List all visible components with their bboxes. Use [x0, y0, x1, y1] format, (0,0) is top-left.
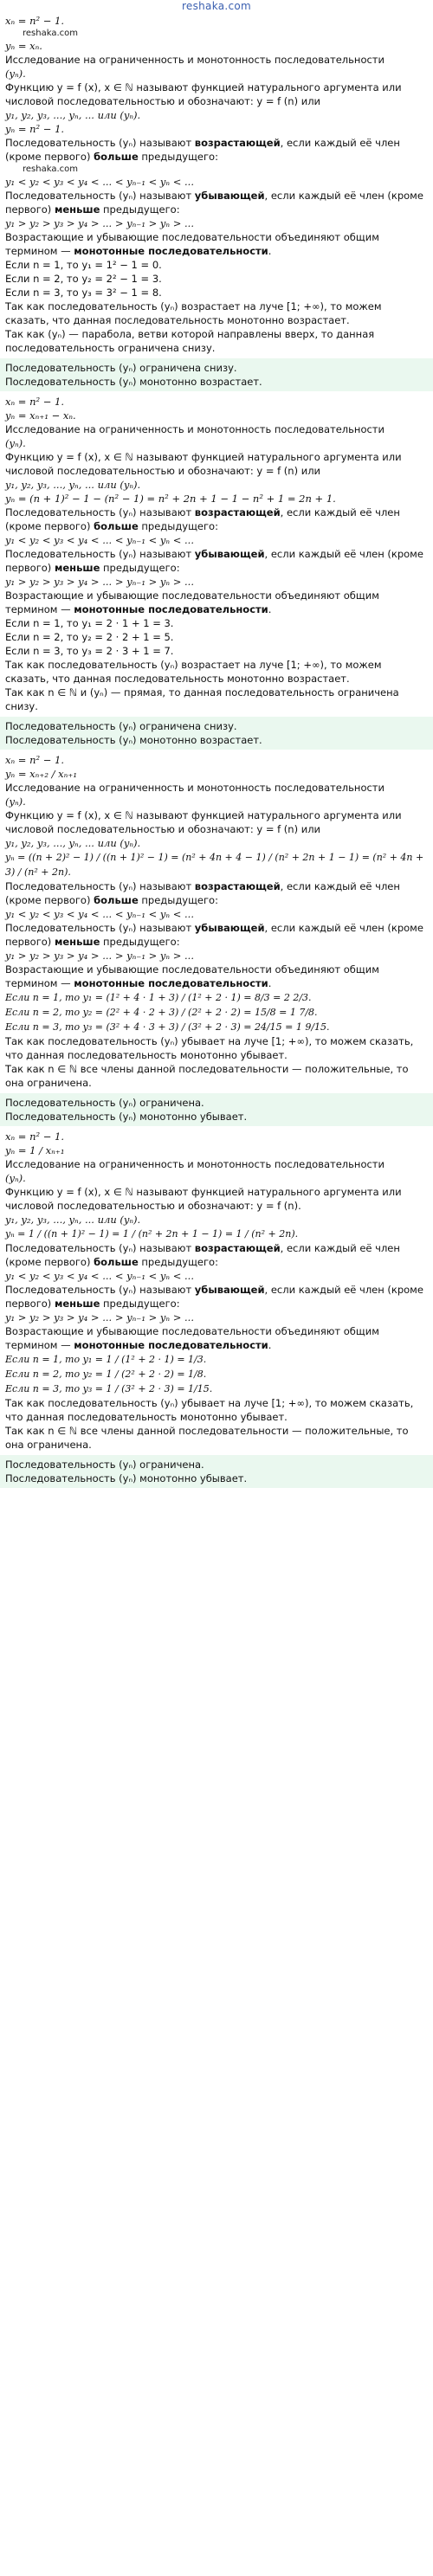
formula-line: y₁ < y₂ < y₃ < y₄ < ... < yₙ₋₁ < yₙ < ...	[5, 1270, 194, 1282]
formula-line: y₁ > y₂ > y₃ > y₄ > ... > yₙ₋₁ > yₙ > ...	[5, 1311, 194, 1323]
emphasis-text: монотонные последовательности	[74, 603, 268, 615]
text-line: что данная последовательность монотонно убывает.	[5, 1049, 288, 1061]
text-line: Так как последовательность (yₙ) возрастает на луче [1; +∞), то можем	[5, 659, 382, 671]
text-line: последовательность ограничена снизу.	[5, 342, 216, 354]
watermark-text: reshaka.com	[23, 164, 78, 174]
text-line: Возрастающие и убывающие последовательности объединяют общим	[5, 231, 379, 243]
formula-line: (yₙ).	[5, 795, 26, 808]
text-line: Исследование на ограниченность и монотонность последовательности	[5, 423, 385, 435]
solution-section	[5, 1130, 428, 1488]
formula-line: y₁, y₂, y₃, ..., yₙ, ... или (yₙ).	[5, 1214, 141, 1226]
formula-line: yₙ = (n + 1)² − 1 − (n² − 1) = n² + 2n + 1 − 1 − n² + 1 = 2n + 1.	[5, 493, 336, 505]
formula-line: yₙ = xₙ₊₂ / xₙ₊₁	[5, 768, 77, 780]
answer-line: Последовательность (yₙ) ограничена.	[5, 1459, 204, 1471]
emphasis-text: убывающей	[194, 190, 265, 202]
text-line: первого) меньше предыдущего:	[5, 562, 180, 574]
answer-line: Последовательность (yₙ) ограничена снизу.	[5, 720, 237, 732]
emphasis-text: больше	[94, 1256, 139, 1268]
answer-line: Последовательность (yₙ) ограничена снизу.	[5, 362, 237, 374]
formula-line: xₙ = n² − 1.	[5, 1130, 65, 1143]
formula-line: y₁, y₂, y₃, ..., yₙ, ... или (yₙ).	[5, 479, 141, 491]
text-line: что данная последовательность монотонно убывает.	[5, 1411, 288, 1423]
text-line: термином — монотонные последовательности.	[5, 977, 272, 989]
formula-line: yₙ = ((n + 2)² − 1) / ((n + 1)² − 1) = (n² + 4n + 4 − 1) / (n² + 2n + 1 − 1) = (n² + 4n + 3) / (n² + 2n).	[5, 852, 424, 878]
text-line: сказать, что данная последовательность монотонно возрастает.	[5, 673, 350, 685]
text-line: Последовательность (yₙ) называют убывающей, если каждый её член (кроме	[5, 190, 423, 202]
text-line: Исследование на ограниченность и монотонность последовательности	[5, 1158, 385, 1170]
text-line: термином — монотонные последовательности.	[5, 603, 272, 615]
formula-line: yₙ = xₙ.	[5, 40, 42, 52]
text-line: Последовательность (yₙ) называют убывающей, если каждый её член (кроме	[5, 922, 423, 934]
emphasis-text: меньше	[54, 203, 100, 216]
text-line: Так как n ∈ ℕ и (yₙ) — прямая, то данная последовательность ограничена	[5, 686, 399, 699]
text-line: Исследование на ограниченность и монотонность последовательности	[5, 782, 385, 794]
solution-section	[5, 753, 428, 1126]
text-line: Возрастающие и убывающие последовательности объединяют общим	[5, 1325, 379, 1337]
emphasis-text: больше	[94, 894, 139, 906]
emphasis-text: меньше	[54, 936, 100, 948]
text-line: Функцию y = f (x), x ∈ ℕ называют функцией натурального аргумента или	[5, 809, 402, 821]
text-line: термином — монотонные последовательности.	[5, 245, 272, 257]
formula-line: y₁ < y₂ < y₃ < y₄ < ... < yₙ₋₁ < yₙ < ...	[5, 534, 194, 546]
formula-line: xₙ = n² − 1.	[5, 754, 65, 766]
answer-line: Последовательность (yₙ) монотонно убывает.	[5, 1472, 248, 1484]
formula-line: Если n = 1, то y₁ = 1 / (1² + 2 · 1) = 1/3.	[5, 1354, 207, 1365]
answer-box	[0, 1093, 433, 1126]
text-line: Так как последовательность (yₙ) возрастает на луче [1; +∞), то можем	[5, 300, 382, 312]
solution-content	[0, 12, 433, 1488]
text-line: (кроме первого) больше предыдущего:	[5, 151, 218, 163]
text-line: снизу.	[5, 700, 38, 712]
emphasis-text: возрастающей	[194, 137, 281, 149]
text-line: Так как n ∈ ℕ все члены данной последовательности — положительные, то	[5, 1425, 409, 1437]
emphasis-text: убывающей	[194, 548, 265, 560]
text-line: числовой последовательностью и обозначают: y = f (n) или	[5, 95, 321, 107]
text-line: Последовательность (yₙ) называют убывающей, если каждый её член (кроме	[5, 1284, 423, 1296]
answer-box	[0, 358, 433, 391]
text-line: Если n = 3, то y₃ = 2 · 3 + 1 = 7.	[5, 645, 174, 657]
formula-line: y₁, y₂, y₃, ..., yₙ, ... или (yₙ).	[5, 837, 141, 849]
text-line: (кроме первого) больше предыдущего:	[5, 520, 218, 532]
emphasis-text: больше	[94, 520, 139, 532]
text-line: Функцию y = f (x), x ∈ ℕ называют функцией натурального аргумента или	[5, 1186, 402, 1198]
text-line: Последовательность (yₙ) называют убывающей, если каждый её член (кроме	[5, 548, 423, 560]
text-line: (кроме первого) больше предыдущего:	[5, 894, 218, 906]
formula-line: yₙ = 1 / xₙ₊₁	[5, 1144, 65, 1156]
emphasis-text: монотонные последовательности	[74, 977, 268, 989]
text-line: Последовательность (yₙ) называют возрастающей, если каждый её член	[5, 137, 400, 149]
emphasis-text: возрастающей	[194, 880, 281, 892]
emphasis-text: меньше	[54, 1298, 100, 1310]
formula-line: Если n = 3, то y₃ = (3² + 4 · 3 + 3) / (3² + 2 · 3) = 24/15 = 1 9/15.	[5, 1021, 330, 1033]
formula-line: xₙ = n² − 1.	[5, 15, 65, 27]
text-line: термином — монотонные последовательности.	[5, 1339, 272, 1351]
formula-line: y₁ < y₂ < y₃ < y₄ < ... < yₙ₋₁ < yₙ < ...	[5, 908, 194, 920]
emphasis-text: монотонные последовательности	[74, 1339, 268, 1351]
text-line: Если n = 2, то y₂ = 2² − 1 = 3.	[5, 273, 162, 285]
emphasis-text: меньше	[54, 562, 100, 574]
text-line: Так как n ∈ ℕ все члены данной последовательности — положительные, то	[5, 1063, 409, 1075]
text-line: Последовательность (yₙ) называют возрастающей, если каждый её член	[5, 506, 400, 518]
formula-line: Если n = 1, то y₁ = (1² + 4 · 1 + 3) / (1² + 2 · 1) = 8/3 = 2 2/3.	[5, 992, 312, 1003]
text-line: Функцию y = f (x), x ∈ ℕ называют функцией натурального аргумента или	[5, 81, 402, 93]
formula-line: (yₙ).	[5, 437, 26, 449]
text-line: первого) меньше предыдущего:	[5, 203, 180, 216]
answer-box	[0, 1455, 433, 1488]
text-line: (кроме первого) больше предыдущего:	[5, 1256, 218, 1268]
text-line: Последовательность (yₙ) называют возрастающей, если каждый её член	[5, 880, 400, 892]
emphasis-text: возрастающей	[194, 1242, 281, 1254]
formula-line: y₁ > y₂ > y₃ > y₄ > ... > yₙ₋₁ > yₙ > ...	[5, 576, 194, 588]
emphasis-text: возрастающей	[194, 506, 281, 518]
answer-box	[0, 717, 433, 750]
answer-line: Последовательность (yₙ) монотонно возрастает.	[5, 376, 262, 388]
emphasis-text: больше	[94, 151, 139, 163]
text-line: Функцию y = f (x), x ∈ ℕ называют функцией натурального аргумента или	[5, 451, 402, 463]
emphasis-text: монотонные последовательности	[74, 245, 268, 257]
text-line: первого) меньше предыдущего:	[5, 1298, 180, 1310]
answer-line: Последовательность (yₙ) ограничена.	[5, 1097, 204, 1109]
text-line: числовой последовательностью и обозначают: y = f (n).	[5, 1200, 301, 1212]
formula-line: y₁ > y₂ > y₃ > y₄ > ... > yₙ₋₁ > yₙ > ...	[5, 950, 194, 962]
text-line: числовой последовательностью и обозначают: y = f (n) или	[5, 465, 321, 477]
formula-line: y₁ < y₂ < y₃ < y₄ < ... < yₙ₋₁ < yₙ < ...	[5, 176, 194, 188]
solution-section	[5, 14, 428, 391]
formula-line: y₁ > y₂ > y₃ > y₄ > ... > yₙ₋₁ > yₙ > ...	[5, 217, 194, 229]
emphasis-text: убывающей	[194, 922, 265, 934]
text-line: Последовательность (yₙ) называют возрастающей, если каждый её член	[5, 1242, 400, 1254]
formula-line: (yₙ).	[5, 1172, 26, 1184]
text-line: Если n = 2, то y₂ = 2 · 2 + 1 = 5.	[5, 631, 174, 643]
text-line: Возрастающие и убывающие последовательности объединяют общим	[5, 589, 379, 602]
text-line: Так как (yₙ) — парабола, ветви которой направлены вверх, то данная	[5, 328, 375, 340]
formula-line: Если n = 2, то y₂ = 1 / (2² + 2 · 2) = 1/8.	[5, 1368, 207, 1380]
text-line: числовой последовательностью и обозначают: y = f (n) или	[5, 823, 321, 835]
emphasis-text: убывающей	[194, 1284, 265, 1296]
text-line: Так как последовательность (yₙ) убывает на луче [1; +∞), то можем сказать,	[5, 1035, 414, 1047]
formula-line: Если n = 3, то y₃ = 1 / (3² + 2 · 3) = 1/15.	[5, 1383, 213, 1394]
formula-line: yₙ = 1 / ((n + 1)² − 1) = 1 / (n² + 2n + 1 − 1) = 1 / (n² + 2n).	[5, 1228, 299, 1240]
formula-line: y₁, y₂, y₃, ..., yₙ, ... или (yₙ).	[5, 109, 141, 121]
text-line: она ограничена.	[5, 1439, 92, 1451]
formula-line: Если n = 2, то y₂ = (2² + 4 · 2 + 3) / (2² + 2 · 2) = 15/8 = 1 7/8.	[5, 1007, 318, 1018]
formula-line: yₙ = xₙ₊₁ − xₙ.	[5, 409, 76, 422]
answer-line: Последовательность (yₙ) монотонно убывает.	[5, 1111, 248, 1123]
text-line: Если n = 3, то y₃ = 3² − 1 = 8.	[5, 287, 162, 299]
text-line: Так как последовательность (yₙ) убывает на луче [1; +∞), то можем сказать,	[5, 1397, 414, 1409]
text-line: Возрастающие и убывающие последовательности объединяют общим	[5, 963, 379, 976]
answer-line: Последовательность (yₙ) монотонно возрастает.	[5, 734, 262, 746]
formula-line: xₙ = n² − 1.	[5, 396, 65, 408]
text-line: Если n = 1, то y₁ = 1² − 1 = 0.	[5, 259, 162, 271]
formula-line: (yₙ).	[5, 68, 26, 80]
text-line: Если n = 1, то y₁ = 2 · 1 + 1 = 3.	[5, 617, 174, 629]
text-line: первого) меньше предыдущего:	[5, 936, 180, 948]
formula-line: yₙ = n² − 1.	[5, 123, 65, 135]
solution-section	[5, 395, 428, 750]
watermark-text: reshaka.com	[23, 29, 78, 38]
site-logo[interactable]: reshaka.com	[181, 0, 252, 12]
text-line: Исследование на ограниченность и монотонность последовательности	[5, 54, 385, 66]
text-line: сказать, что данная последовательность монотонно возрастает.	[5, 314, 350, 326]
text-line: она ограничена.	[5, 1077, 92, 1089]
